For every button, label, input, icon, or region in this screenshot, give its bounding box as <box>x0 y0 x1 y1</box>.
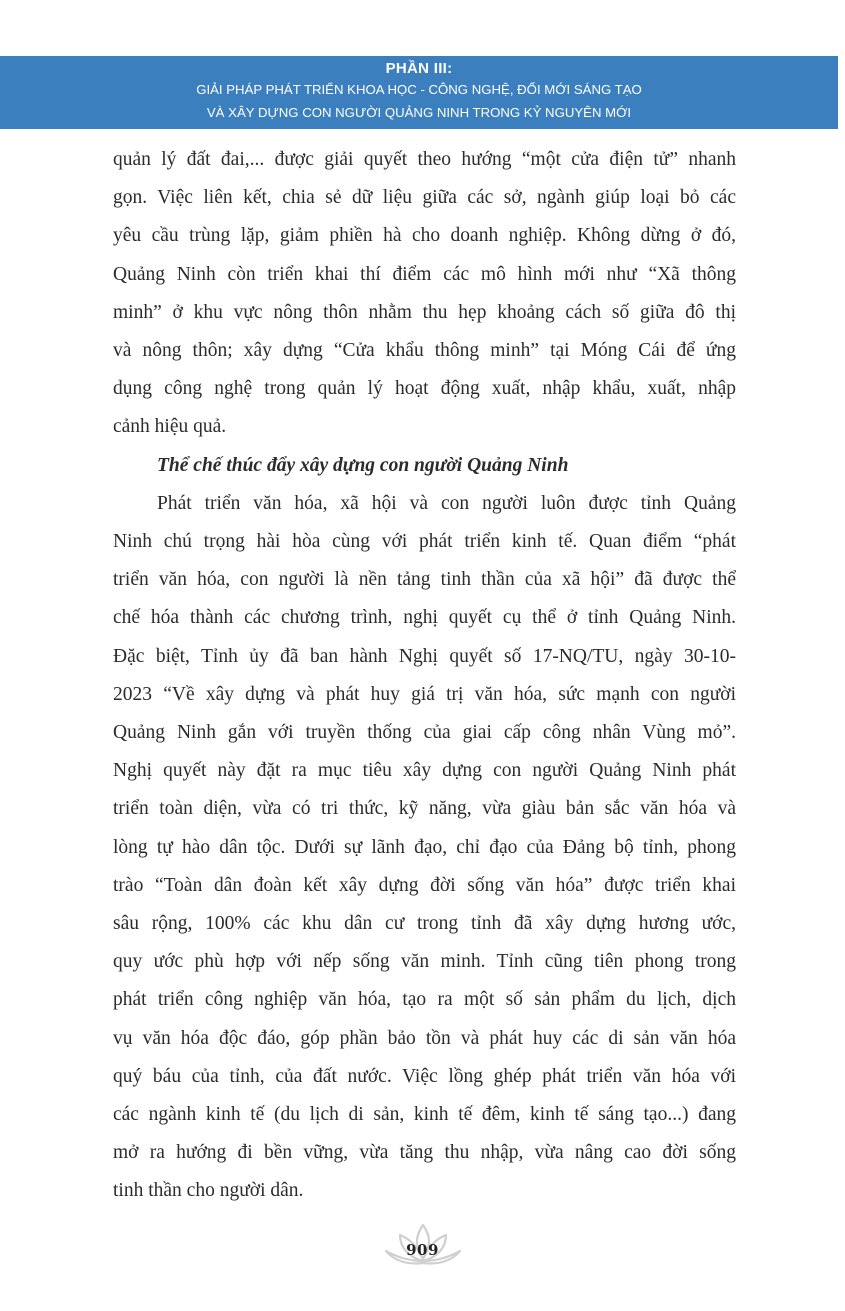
text-line: Quảng Ninh gắn với truyền thống của giai cấp công nhân Vùng mỏ”. <box>113 722 736 744</box>
text-line: quý báu của tỉnh, của đất nước. Việc lồng ghép phát triển văn hóa với <box>113 1065 736 1087</box>
text-line: Đặc biệt, Tỉnh ủy đã ban hành Nghị quyết số 17-NQ/TU, ngày 30-10- <box>113 645 736 667</box>
text-line: vụ văn hóa độc đáo, góp phần bảo tồn và phát huy các di sản văn hóa <box>113 1027 736 1049</box>
text-line: sâu rộng, 100% các khu dân cư trong tỉnh đã xây dựng hương ước, <box>113 913 736 935</box>
text-line: mở ra hướng đi bền vững, vừa tăng thu nhập, vừa nâng cao đời sống <box>113 1142 736 1164</box>
part-subtitle-line-1: GIẢI PHÁP PHÁT TRIỂN KHOA HỌC - CÔNG NGHỆ, ĐỔI MỚI SÁNG TẠO <box>196 82 642 97</box>
part-subtitle-line-2: VÀ XÂY DỰNG CON NGƯỜI QUẢNG NINH TRONG KỶ NGUYÊN MỚI <box>206 105 632 120</box>
section-header-band <box>0 56 838 129</box>
text-line: triển văn hóa, con người là nền tảng tinh thần của xã hội” đã được thể <box>113 569 736 591</box>
text-line: quản lý đất đai,... được giải quyết theo hướng “một cửa điện tử” nhanh <box>113 149 736 170</box>
text-line: cảnh hiệu quả. <box>113 416 227 438</box>
text-line: dụng công nghệ trong quản lý hoạt động xuất, nhập khẩu, xuất, nhập <box>113 378 736 400</box>
page-number: 909 <box>406 1240 439 1259</box>
text-line: 2023 “Về xây dựng và phát huy giá trị văn hóa, sức mạnh con người <box>113 683 736 705</box>
text-line: phát triển công nghiệp văn hóa, tạo ra một số sản phẩm du lịch, dịch <box>113 989 736 1011</box>
page-footer <box>380 1221 466 1271</box>
text-line: Nghị quyết này đặt ra mục tiêu xây dựng con người Quảng Ninh phát <box>113 760 736 782</box>
text-line: quy ước phù hợp với nếp sống văn minh. Tỉnh cũng tiên phong trong <box>113 951 736 973</box>
text-line: yêu cầu trùng lặp, giảm phiền hà cho doanh nghiệp. Không dừng ở đó, <box>113 225 736 247</box>
section-heading: Thể chế thúc đẩy xây dựng con người Quảng Ninh <box>157 454 569 476</box>
text-line: trào “Toàn dân đoàn kết xây dựng đời sống văn hóa” được triển khai <box>113 874 736 896</box>
text-line: triển toàn diện, vừa có tri thức, kỹ năng, vừa giàu bản sắc văn hóa và <box>113 798 736 820</box>
text-line: minh” ở khu vực nông thôn nhằm thu hẹp khoảng cách số giữa đô thị <box>113 301 736 323</box>
part-title: PHẦN III: <box>385 60 453 77</box>
text-line: các ngành kinh tế (du lịch di sản, kinh tế đêm, kinh tế sáng tạo...) đang <box>113 1104 736 1126</box>
text-line: Phát triển văn hóa, xã hội và con người luôn được tỉnh Quảng <box>157 492 736 514</box>
text-line: Quảng Ninh còn triển khai thí điểm các mô hình mới như “Xã thông <box>113 263 736 285</box>
text-line: Ninh chú trọng hài hòa cùng với phát triển kinh tế. Quan điểm “phát <box>113 531 736 553</box>
text-line: chế hóa thành các chương trình, nghị quyết cụ thể ở tỉnh Quảng Ninh. <box>113 607 736 629</box>
text-line: lòng tự hào dân tộc. Dưới sự lãnh đạo, chỉ đạo của Đảng bộ tỉnh, phong <box>113 836 736 858</box>
text-line: tinh thần cho người dân. <box>113 1180 304 1202</box>
body-text <box>113 141 736 1211</box>
text-line: và nông thôn; xây dựng “Cửa khẩu thông minh” tại Móng Cái để ứng <box>113 340 736 362</box>
text-line: gọn. Việc liên kết, chia sẻ dữ liệu giữa các sở, ngành giúp loại bỏ các <box>113 187 736 209</box>
